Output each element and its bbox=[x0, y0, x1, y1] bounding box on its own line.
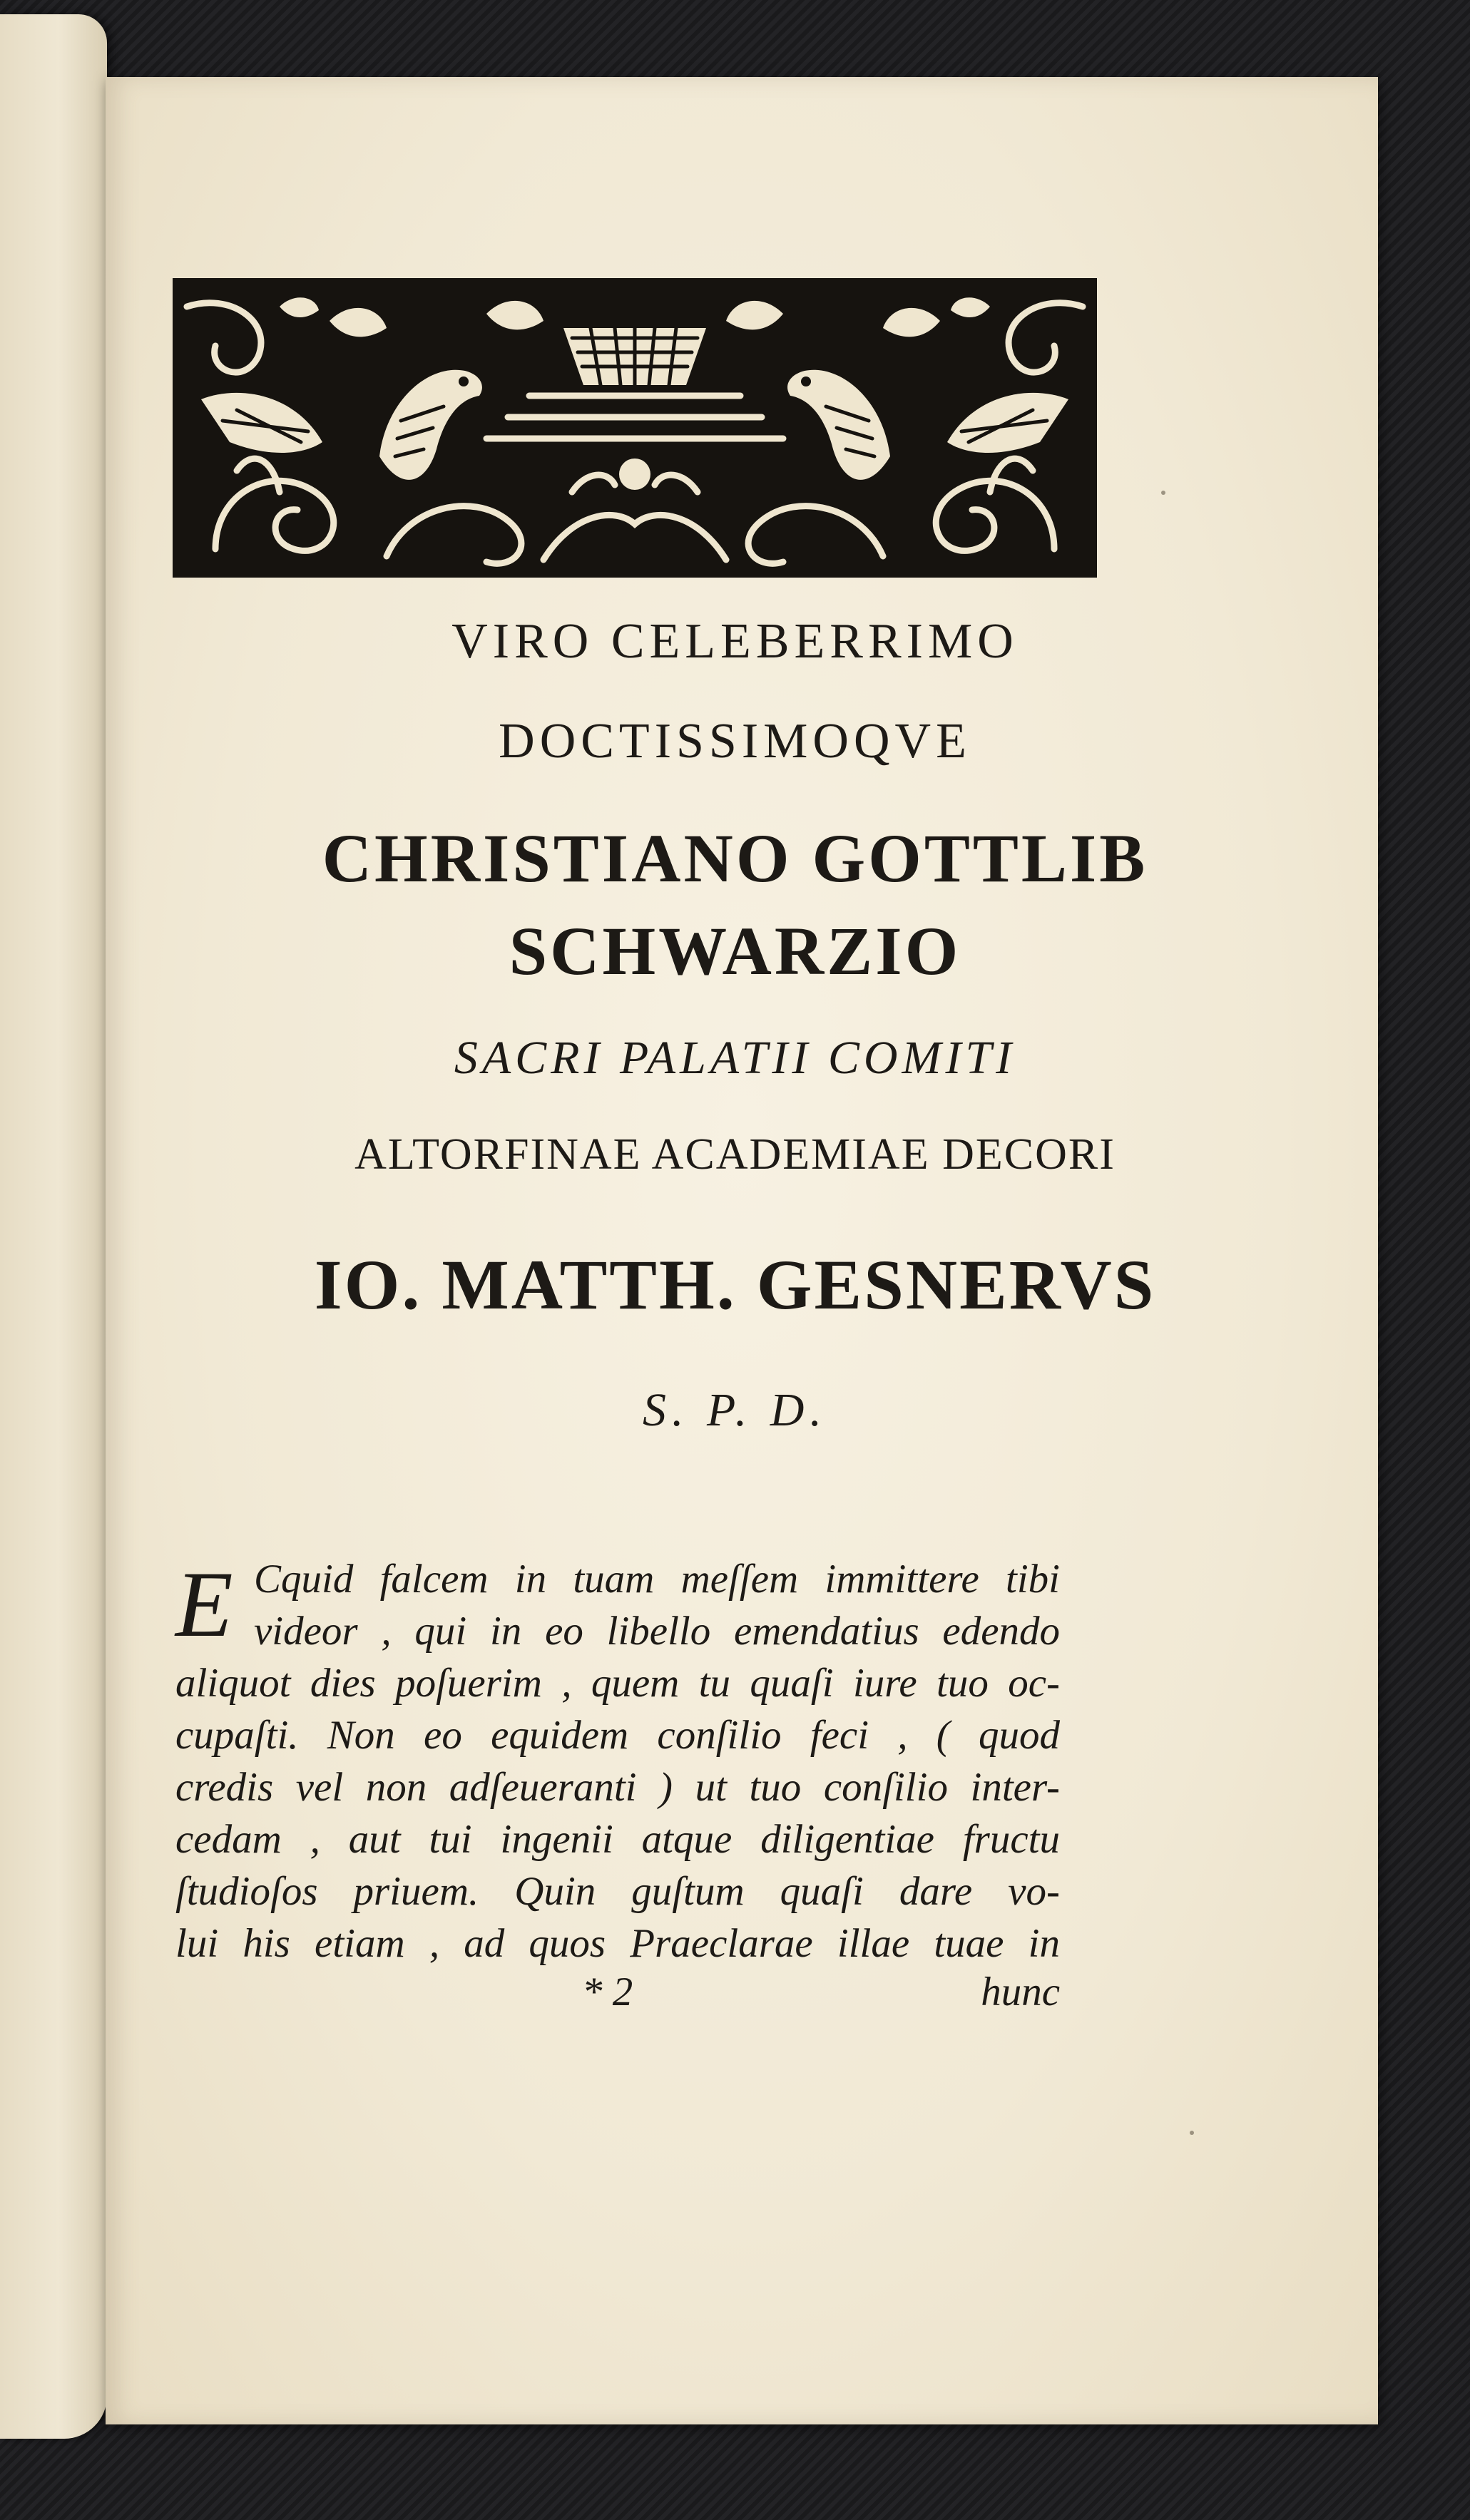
dedicatee-affiliation: ALTORFINAE ACADEMIAE DECORI bbox=[354, 1130, 1116, 1179]
salutation: S. P. D. bbox=[643, 1384, 827, 1436]
paper-speck bbox=[1161, 491, 1165, 495]
body-line: ſtudioſos priuem. Quin guſtum quaſi dare vo- bbox=[175, 1869, 1060, 1914]
page-footer bbox=[175, 1969, 1060, 2026]
woodcut-headpiece-ornament bbox=[173, 278, 1097, 578]
paper-speck bbox=[1190, 2131, 1194, 2135]
letter-body bbox=[175, 1553, 1060, 1970]
dedicatee-name-line-2: SCHWARZIO bbox=[509, 913, 961, 989]
author-name: IO. MATTH. GESNERVS bbox=[314, 1245, 1156, 1324]
dedication-line-2: DOCTISSIMOQVE bbox=[499, 714, 971, 769]
body-line: Cquid falcem in tuam meſſem immittere tibi bbox=[254, 1557, 1060, 1602]
body-line: lui his etiam , ad quos Praeclarae illae tuae in bbox=[175, 1921, 1060, 1966]
body-line: cupaſti. Non eo equidem conſilio feci , ( quod bbox=[175, 1713, 1060, 1758]
body-line: videor , qui in eo libello emendatius edendo bbox=[254, 1609, 1060, 1654]
dedicatee-name-line-1: CHRISTIANO GOTTLIB bbox=[322, 820, 1148, 896]
dedicatee-title: SACRI PALATII COMITI bbox=[454, 1032, 1016, 1084]
drop-cap: E bbox=[175, 1552, 233, 1656]
signature-mark: * 2 bbox=[582, 1970, 633, 2014]
body-line: cedam , aut tui ingenii atque diligentiae fructu bbox=[175, 1817, 1060, 1862]
body-line: aliquot dies poſuerim , quem tu quaſi iure tuo oc- bbox=[175, 1661, 1060, 1706]
body-line: credis vel non adſeueranti ) ut tuo conſilio inter- bbox=[175, 1765, 1060, 1810]
catchword: hunc bbox=[981, 1970, 1060, 2014]
left-page-edge bbox=[0, 14, 107, 2439]
dedication-line-1: VIRO CELEBERRIMO bbox=[451, 614, 1019, 669]
